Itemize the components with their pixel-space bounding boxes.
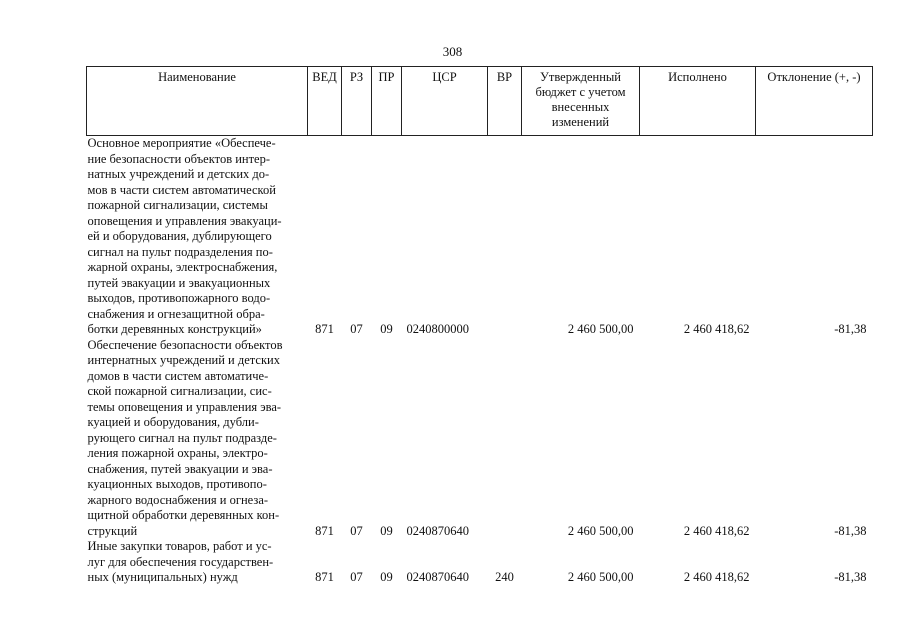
- header-row: [87, 67, 873, 136]
- row-csr: 0240800000: [406, 322, 469, 336]
- row-dev: -81,38: [834, 523, 867, 538]
- header-rz: РЗ: [342, 67, 372, 136]
- table-row: [87, 338, 873, 540]
- row-dev: -81,38: [834, 570, 867, 584]
- page-number: 308: [442, 44, 463, 59]
- row-exec: 2 460 418,62: [683, 322, 750, 336]
- header-plan: Утвержденный бюджет с учетом внесенных изменений: [522, 67, 640, 136]
- row-dev: -81,38: [834, 322, 867, 336]
- row-rz: 07: [350, 322, 363, 336]
- table-body: [87, 136, 873, 586]
- table-row: [87, 539, 873, 586]
- row-vr: 240: [495, 570, 514, 584]
- header-csr: ЦСР: [402, 67, 488, 136]
- table-header: [87, 67, 873, 136]
- row-ved: 871: [315, 570, 334, 584]
- row-vr: [488, 136, 522, 338]
- header-ved: ВЕД: [308, 67, 342, 136]
- row-name: Иные закупки товаров, работ и ус- луг для обеспечения государствен- ных (муниципальных) нужд: [87, 539, 274, 584]
- row-ved: 871: [315, 523, 334, 538]
- row-name: Обеспечение безопасности объектов интернатных учреждений и детских домов в части систем автоматиче- ской пожарной сигнализации, сис- темы оповещения и управления эва- куацией и оборудования, дубли- рующего сигнал на пульт подразде- ления пожарной охраны, электро- снабжения, путей эвакуации и эва- куационных выходов, противопо- жарного водоснабжения и огнеза- щитной обработки деревянных кон- струкций: [87, 337, 283, 538]
- row-plan: 2 460 500,00: [567, 570, 634, 584]
- row-rz: 07: [350, 523, 363, 538]
- row-csr: 0240870640: [406, 570, 469, 584]
- header-exec: Исполнено: [640, 67, 756, 136]
- row-plan: 2 460 500,00: [567, 523, 634, 538]
- header-vr: ВР: [488, 67, 522, 136]
- row-csr: 0240870640: [406, 523, 469, 538]
- row-exec: 2 460 418,62: [683, 523, 750, 538]
- row-name: Основное мероприятие «Обеспече- ние безопасности объектов интер- натных учреждений и детских до- мов в части систем автоматической пожарной сигнализации, системы оповещения и управления эвакуаци- ей и оборудования, дублирующего сигнал на пульт подразделения по- жарной охраны, электроснабжения, путей эвакуации и эвакуационных выходов, противопожарного водо- снабжения и огнезащитной обра- ботки деревянных конструкций»: [87, 136, 282, 336]
- row-vr: [488, 338, 522, 540]
- row-ved: 871: [315, 322, 334, 336]
- budget-table: [86, 66, 873, 586]
- row-pr: 09: [380, 523, 393, 538]
- header-name: Наименование: [87, 67, 308, 136]
- row-pr: 09: [380, 570, 393, 584]
- budget-table-container: [86, 66, 872, 586]
- row-plan: 2 460 500,00: [567, 322, 634, 336]
- header-dev: Отклонение (+, -): [756, 67, 873, 136]
- row-exec: 2 460 418,62: [683, 570, 750, 584]
- row-rz: 07: [350, 570, 363, 584]
- table-row: [87, 136, 873, 338]
- row-pr: 09: [380, 322, 393, 336]
- header-pr: ПР: [372, 67, 402, 136]
